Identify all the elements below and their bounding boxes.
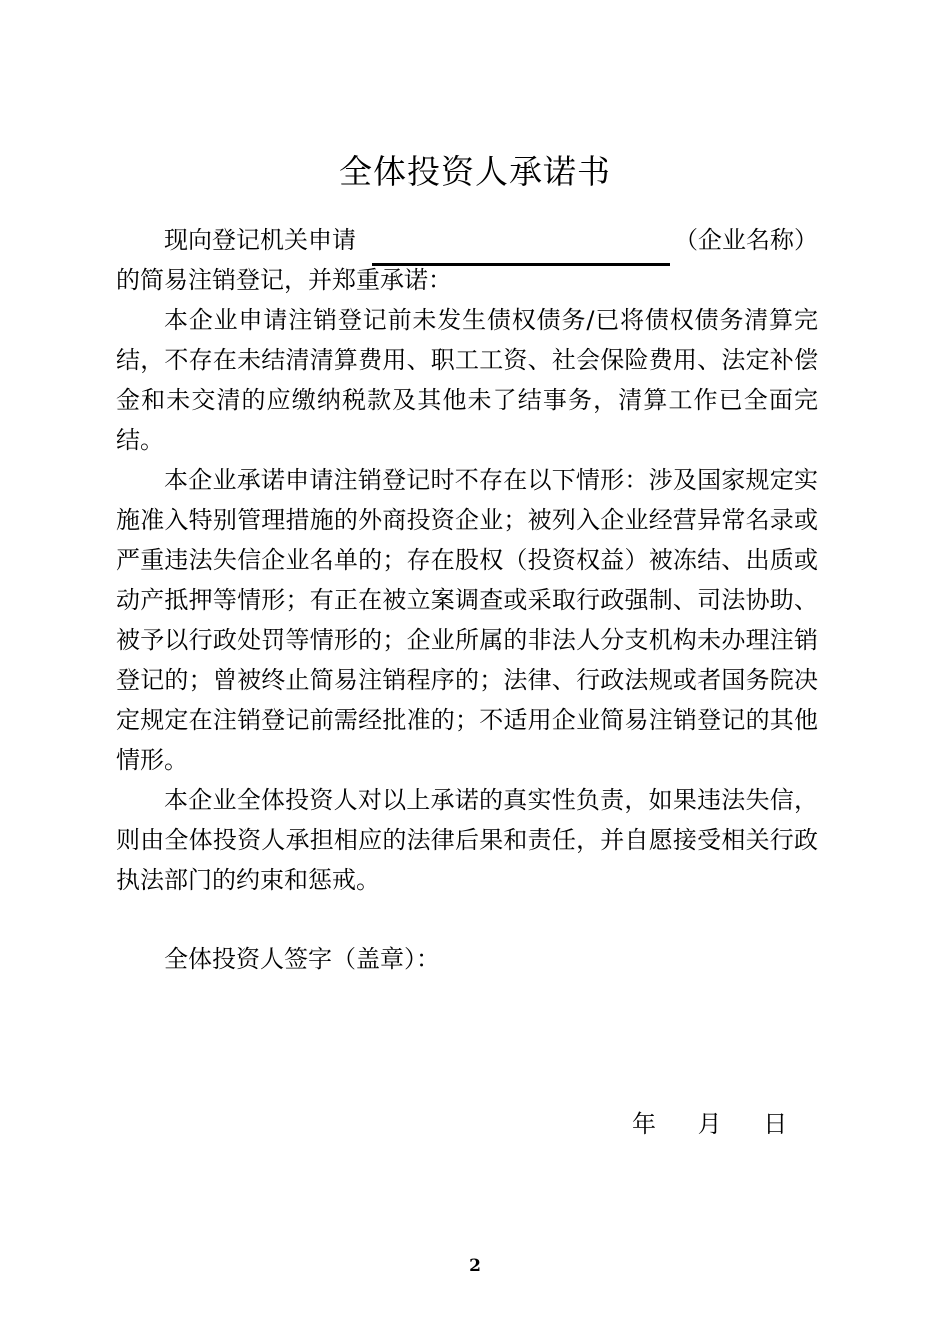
page-number: 2 xyxy=(469,1256,481,1276)
intro-continuation: 的简易注销登记，并郑重承诺： xyxy=(116,266,452,294)
intro-prefix: 现向登记机关申请 xyxy=(164,226,356,254)
paragraph-2: 本企业承诺申请注销登记时不存在以下情形：涉及国家规定实施准入特别管理措施的外商投资企业；被列入企业经营异常名录或严重违法失信企业名单的；存在股权（投资权益）被冻结、出质或动产抵押等情形；有正在被立案调查或采取行政强制、司法协助、被予以行政处罚等情形的；企业所属的非法人分支机构未办理注销登记的；曾被终止简易注销程序的；法律、行政法规或者国务院决定规定在注销登记前需经批准的；不适用企业简易注销登记的其他情形。 xyxy=(116,466,818,774)
document-body xyxy=(116,220,818,900)
page-title: 全体投资人承诺书 xyxy=(339,152,611,191)
company-name-blank xyxy=(372,263,670,266)
intro-line xyxy=(116,220,818,260)
date-line xyxy=(632,1104,787,1144)
signature-label: 全体投资人签字（盖章）： xyxy=(164,945,440,973)
date-day: 日 xyxy=(763,1110,788,1138)
paragraph-3: 本企业全体投资人对以上承诺的真实性负责，如果违法失信，则由全体投资人承担相应的法律后果和责任，并自愿接受相关行政执法部门的约束和惩戒。 xyxy=(116,786,818,894)
paragraph-1: 本企业申请注销登记前未发生债权债务/已将债权债务清算完结，不存在未结清清算费用、职工工资、社会保险费用、法定补偿金和未交清的应缴纳税款及其他未了结事务，清算工作已全面完结。 xyxy=(116,306,818,454)
intro-suffix: （企业名称） xyxy=(674,226,818,254)
date-year: 年 xyxy=(632,1110,656,1138)
date-month: 月 xyxy=(697,1110,722,1138)
